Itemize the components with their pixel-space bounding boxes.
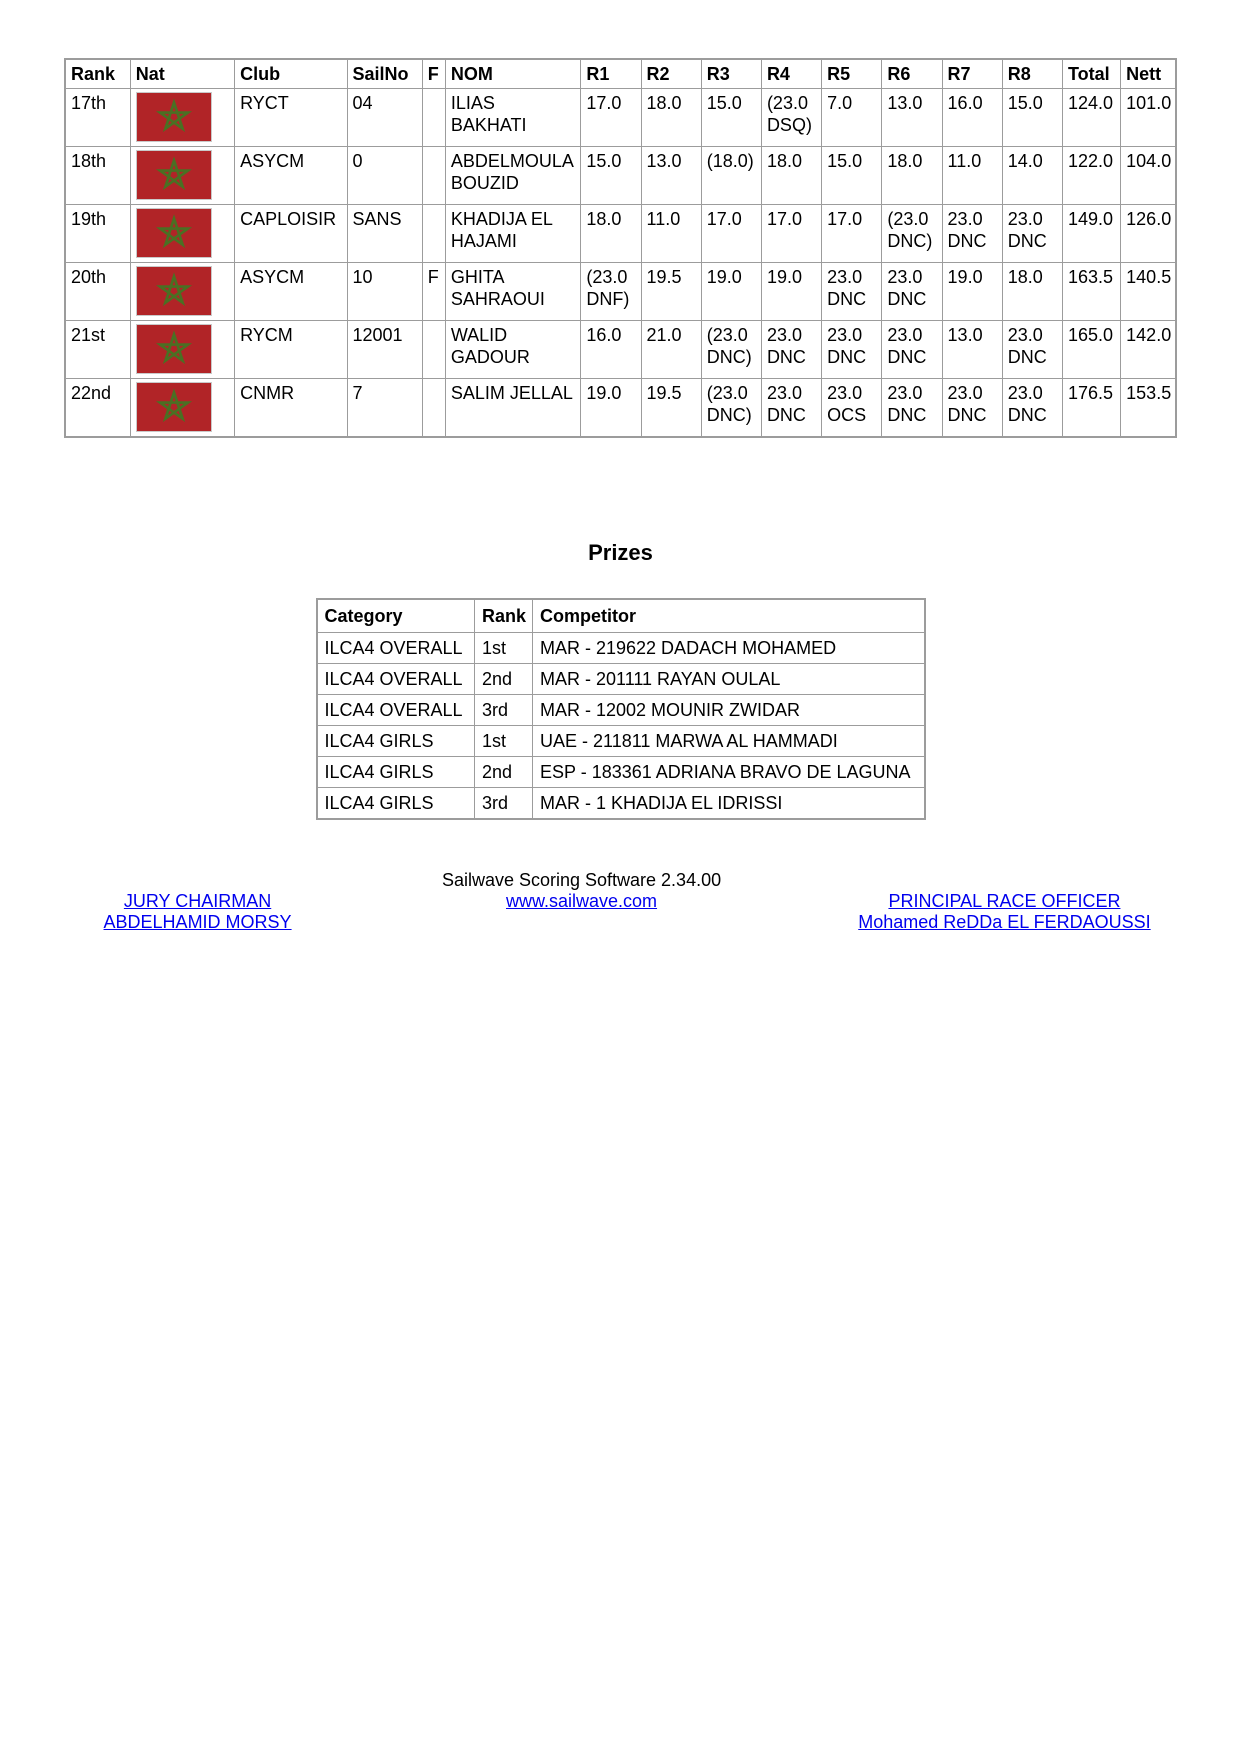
race-r4-score-cell: 17.0 — [761, 205, 821, 263]
race-r8-score-cell: 14.0 — [1002, 147, 1062, 205]
results-col-club: Club — [235, 59, 347, 89]
sailno-cell: 0 — [347, 147, 422, 205]
total-cell: 165.0 — [1062, 321, 1120, 379]
rank-cell: 18th — [65, 147, 130, 205]
results-col-r7: R7 — [942, 59, 1002, 89]
fleet-flag-cell — [422, 379, 445, 437]
results-col-nom: NOM — [445, 59, 580, 89]
race-r2-score-cell: 18.0 — [641, 89, 701, 147]
prizes-header-row — [317, 599, 925, 633]
footer-line — [331, 891, 832, 912]
race-r1-score-cell: 18.0 — [581, 205, 641, 263]
results-col-r8: R8 — [1002, 59, 1062, 89]
results-row-20th — [65, 263, 1176, 321]
race-r5-score-cell: 23.0 OCS — [822, 379, 882, 437]
prize-competitor-cell: MAR - 219622 DADACH MOHAMED — [533, 632, 925, 663]
race-r7-score-cell: 13.0 — [942, 321, 1002, 379]
rank-cell: 17th — [65, 89, 130, 147]
prizes-col-competitor: Competitor — [533, 599, 925, 633]
prize-competitor-cell: ESP - 183361 ADRIANA BRAVO DE LAGUNA — [533, 756, 925, 787]
race-r8-score-cell: 23.0 DNC — [1002, 321, 1062, 379]
fleet-flag-cell — [422, 205, 445, 263]
race-r3-score-cell: 19.0 — [701, 263, 761, 321]
software-version-text: Sailwave Scoring Software 2.34.00 — [441, 869, 722, 890]
footer-left-column — [64, 870, 331, 933]
nat-cell — [130, 379, 234, 437]
nett-cell: 140.5 — [1121, 263, 1176, 321]
club-cell: CNMR — [235, 379, 347, 437]
footer-line — [64, 891, 331, 912]
race-r4-score-cell: (23.0 DSQ) — [761, 89, 821, 147]
nat-cell — [130, 89, 234, 147]
race-r2-score-cell: 21.0 — [641, 321, 701, 379]
prize-competitor-cell: MAR - 1 KHADIJA EL IDRISSI — [533, 787, 925, 819]
total-cell: 149.0 — [1062, 205, 1120, 263]
results-col-nat: Nat — [130, 59, 234, 89]
morocco-flag-icon — [136, 266, 212, 316]
race-r3-score-cell: (18.0) — [701, 147, 761, 205]
race-r6-score-cell: 13.0 — [882, 89, 942, 147]
competitor-name-cell: ILIAS BAKHATI — [445, 89, 580, 147]
prizes-title: Prizes — [588, 539, 653, 565]
race-r4-score-cell: 23.0 DNC — [761, 379, 821, 437]
results-col-r4: R4 — [761, 59, 821, 89]
prizes-table — [316, 598, 926, 820]
race-r7-score-cell: 23.0 DNC — [942, 379, 1002, 437]
nett-cell: 153.5 — [1121, 379, 1176, 437]
prize-competitor-cell: MAR - 12002 MOUNIR ZWIDAR — [533, 694, 925, 725]
prize-competitor-cell: UAE - 211811 MARWA AL HAMMADI — [533, 725, 925, 756]
results-col-r5: R5 — [822, 59, 882, 89]
morocco-flag-icon — [136, 382, 212, 432]
race-r6-score-cell: 18.0 — [882, 147, 942, 205]
race-r7-score-cell: 23.0 DNC — [942, 205, 1002, 263]
footer-center-column — [331, 870, 832, 933]
club-cell: CAPLOISIR — [235, 205, 347, 263]
prize-rank-cell: 1st — [475, 725, 533, 756]
race-r3-score-cell: (23.0 DNC) — [701, 321, 761, 379]
race-r5-score-cell: 23.0 DNC — [822, 263, 882, 321]
rank-cell: 19th — [65, 205, 130, 263]
prize-rank-cell: 2nd — [475, 663, 533, 694]
prizes-body — [317, 632, 925, 819]
results-col-r1: R1 — [581, 59, 641, 89]
total-cell: 124.0 — [1062, 89, 1120, 147]
results-header-row — [65, 59, 1176, 89]
prize-category-cell: ILCA4 GIRLS — [317, 787, 475, 819]
race-r1-score-cell: 15.0 — [581, 147, 641, 205]
results-col-sailno: SailNo — [347, 59, 422, 89]
total-cell: 176.5 — [1062, 379, 1120, 437]
prize-rank-cell: 3rd — [475, 787, 533, 819]
race-r1-score-cell: 17.0 — [581, 89, 641, 147]
prizes-row — [317, 694, 925, 725]
sailno-cell: 10 — [347, 263, 422, 321]
sailno-cell: SANS — [347, 205, 422, 263]
principal-race-officer-link[interactable]: PRINCIPAL RACE OFFICER — [888, 890, 1121, 911]
race-r7-score-cell: 16.0 — [942, 89, 1002, 147]
results-row-19th — [65, 205, 1176, 263]
fleet-flag-cell — [422, 147, 445, 205]
prizes-row — [317, 725, 925, 756]
results-body — [65, 89, 1176, 437]
nat-cell — [130, 147, 234, 205]
results-col-r2: R2 — [641, 59, 701, 89]
prize-rank-cell: 1st — [475, 632, 533, 663]
footer-spacer — [64, 870, 331, 891]
race-r4-score-cell: 19.0 — [761, 263, 821, 321]
rank-cell: 20th — [65, 263, 130, 321]
nat-cell — [130, 321, 234, 379]
results-row-17th — [65, 89, 1176, 147]
nett-cell: 126.0 — [1121, 205, 1176, 263]
morocco-flag-icon — [136, 150, 212, 200]
race-r4-score-cell: 23.0 DNC — [761, 321, 821, 379]
race-r8-score-cell: 23.0 DNC — [1002, 379, 1062, 437]
race-r1-score-cell: 16.0 — [581, 321, 641, 379]
principal-race-officer-name-link[interactable]: Mohamed ReDDa EL FERDAOUSSI — [858, 911, 1151, 932]
results-row-21st — [65, 321, 1176, 379]
results-col-r6: R6 — [882, 59, 942, 89]
morocco-flag-icon — [136, 208, 212, 258]
total-cell: 122.0 — [1062, 147, 1120, 205]
race-r8-score-cell: 15.0 — [1002, 89, 1062, 147]
results-table — [64, 58, 1177, 438]
race-r4-score-cell: 18.0 — [761, 147, 821, 205]
sailwave-website-link[interactable]: www.sailwave.com — [506, 890, 658, 911]
prizes-row — [317, 787, 925, 819]
race-r1-score-cell: (23.0 DNF) — [581, 263, 641, 321]
race-r1-score-cell: 19.0 — [581, 379, 641, 437]
race-r5-score-cell: 23.0 DNC — [822, 321, 882, 379]
footer-line — [832, 912, 1177, 933]
race-r2-score-cell: 11.0 — [641, 205, 701, 263]
results-col-rank: Rank — [65, 59, 130, 89]
race-r2-score-cell: 19.5 — [641, 263, 701, 321]
results-row-18th — [65, 147, 1176, 205]
nat-cell — [130, 205, 234, 263]
competitor-name-cell: WALID GADOUR — [445, 321, 580, 379]
prize-category-cell: ILCA4 GIRLS — [317, 756, 475, 787]
club-cell: ASYCM — [235, 263, 347, 321]
prize-category-cell: ILCA4 OVERALL — [317, 694, 475, 725]
fleet-flag-cell — [422, 321, 445, 379]
race-r3-score-cell: 17.0 — [701, 205, 761, 263]
rank-cell: 21st — [65, 321, 130, 379]
competitor-name-cell: ABDELMOULA BOUZID — [445, 147, 580, 205]
prize-competitor-cell: MAR - 201111 RAYAN OULAL — [533, 663, 925, 694]
prize-rank-cell: 3rd — [475, 694, 533, 725]
competitor-name-cell: GHITA SAHRAOUI — [445, 263, 580, 321]
morocco-flag-icon — [136, 92, 212, 142]
race-r6-score-cell: 23.0 DNC — [882, 379, 942, 437]
race-r6-score-cell: 23.0 DNC — [882, 321, 942, 379]
footer-right-column — [832, 870, 1177, 933]
sailno-cell: 12001 — [347, 321, 422, 379]
competitor-name-cell: KHADIJA EL HAJAMI — [445, 205, 580, 263]
race-r3-score-cell: (23.0 DNC) — [701, 379, 761, 437]
jury-chairman-name-link[interactable]: ABDELHAMID MORSY — [103, 911, 292, 932]
prizes-row — [317, 756, 925, 787]
prizes-row — [317, 632, 925, 663]
race-r5-score-cell: 17.0 — [822, 205, 882, 263]
race-r8-score-cell: 18.0 — [1002, 263, 1062, 321]
rank-cell: 22nd — [65, 379, 130, 437]
competitor-name-cell: SALIM JELLAL — [445, 379, 580, 437]
footer-spacer — [832, 870, 1177, 891]
prize-category-cell: ILCA4 GIRLS — [317, 725, 475, 756]
fleet-flag-cell — [422, 89, 445, 147]
nett-cell: 104.0 — [1121, 147, 1176, 205]
club-cell: RYCT — [235, 89, 347, 147]
race-r5-score-cell: 7.0 — [822, 89, 882, 147]
footer-line — [64, 912, 331, 933]
nat-cell — [130, 263, 234, 321]
prizes-row — [317, 663, 925, 694]
results-col-nett: Nett — [1121, 59, 1176, 89]
sailno-cell: 7 — [347, 379, 422, 437]
prize-rank-cell: 2nd — [475, 756, 533, 787]
race-r2-score-cell: 19.5 — [641, 379, 701, 437]
race-r6-score-cell: 23.0 DNC — [882, 263, 942, 321]
race-r8-score-cell: 23.0 DNC — [1002, 205, 1062, 263]
race-r7-score-cell: 19.0 — [942, 263, 1002, 321]
morocco-flag-icon — [136, 324, 212, 374]
results-col-total: Total — [1062, 59, 1120, 89]
total-cell: 163.5 — [1062, 263, 1120, 321]
race-r6-score-cell: (23.0 DNC) — [882, 205, 942, 263]
race-r5-score-cell: 15.0 — [822, 147, 882, 205]
nett-cell: 101.0 — [1121, 89, 1176, 147]
club-cell: ASYCM — [235, 147, 347, 205]
page-content — [64, 0, 1177, 933]
prize-category-cell: ILCA4 OVERALL — [317, 663, 475, 694]
prize-category-cell: ILCA4 OVERALL — [317, 632, 475, 663]
prizes-col-category: Category — [317, 599, 475, 633]
race-r7-score-cell: 11.0 — [942, 147, 1002, 205]
results-row-22nd — [65, 379, 1176, 437]
results-col-f: F — [422, 59, 445, 89]
footer — [64, 870, 1177, 933]
race-r2-score-cell: 13.0 — [641, 147, 701, 205]
nett-cell: 142.0 — [1121, 321, 1176, 379]
prizes-col-rank: Rank — [475, 599, 533, 633]
sailno-cell: 04 — [347, 89, 422, 147]
fleet-flag-cell: F — [422, 263, 445, 321]
results-col-r3: R3 — [701, 59, 761, 89]
club-cell: RYCM — [235, 321, 347, 379]
race-r3-score-cell: 15.0 — [701, 89, 761, 147]
jury-chairman-link[interactable]: JURY CHAIRMAN — [123, 890, 272, 911]
footer-line — [832, 891, 1177, 912]
